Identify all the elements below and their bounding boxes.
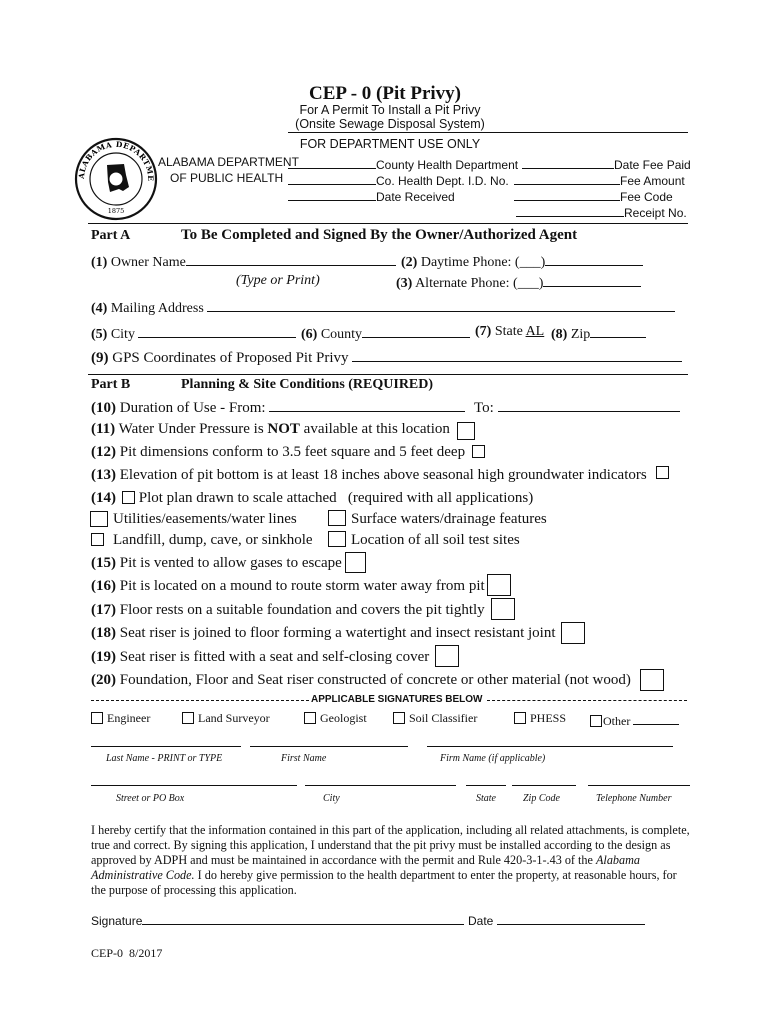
checkbox-14[interactable] [122,491,135,504]
field-health-dept-id[interactable]: Co. Health Dept. I.D. No. [288,171,509,188]
checkbox-landfill[interactable] [91,533,104,546]
part-a-rule [88,223,688,224]
city-field[interactable]: (5) City [91,324,296,343]
item-18: (18) Seat riser is joined to floor forming a watertight and insect resistant joint [91,625,556,641]
role-land-surveyor[interactable]: Land Surveyor [182,711,270,727]
line-city[interactable] [305,785,456,786]
seal-text: ALABAMA DEPARTME [76,139,156,182]
header-rule [288,132,688,133]
checkbox-15[interactable] [345,552,366,573]
line-last-name[interactable] [91,746,241,747]
item-16: (16) Pit is located on a mound to route storm water away from pit [91,578,485,594]
seal-year: 1875 [107,207,125,215]
signatures-banner: APPLICABLE SIGNATURES BELOW [311,694,483,705]
item-17: (17) Floor rests on a suitable foundation and covers the pit tightly [91,602,485,618]
alternate-phone-field[interactable]: (3) Alternate Phone: (___) [396,273,641,292]
label-street: Street or PO Box [116,793,185,804]
checkbox-17[interactable] [491,598,515,620]
role-phess[interactable]: PHESS [514,711,566,727]
line-state[interactable] [466,785,506,786]
item-12: (12) Pit dimensions conform to 3.5 feet square and 5 feet deep [91,444,466,460]
part-a-label: Part A [91,228,131,243]
form-id: CEP-0 8/2017 [91,946,163,960]
checkbox-20[interactable] [640,669,664,691]
role-engineer[interactable]: Engineer [91,711,150,727]
item-14: (14) Plot plan drawn to scale attached (required with all applications) [91,490,534,506]
field-fee-amount[interactable]: Fee Amount [514,171,685,188]
agency-line-2: OF PUBLIC HEALTH [170,171,284,185]
gps-field[interactable]: (9) GPS Coordinates of Proposed Pit Privy [91,348,682,367]
subtitle-2: (Onsite Sewage Disposal System) [295,117,485,131]
label-first-name: First Name [281,753,327,764]
role-other[interactable]: Other [590,711,679,730]
role-geologist[interactable]: Geologist [304,711,367,727]
date-field[interactable]: Date [468,911,645,928]
owner-name-field[interactable]: (1) Owner Name [91,252,396,271]
label-telephone: Telephone Number [596,793,672,804]
duration-from-field[interactable]: (10) Duration of Use - From: [91,398,465,417]
field-county-health-dept[interactable]: County Health Department [288,155,518,172]
label-state: State [476,793,496,804]
part-a-heading: To Be Completed and Signed By the Owner/Authorized Agent [181,227,578,243]
zip-field[interactable]: (8) Zip [551,324,646,343]
option-soil-test-sites: Location of all soil test sites [351,532,520,548]
item-19: (19) Seat riser is fitted with a seat and self-closing cover [91,649,430,665]
item-20: (20) Foundation, Floor and Seat riser constructed of concrete or other material (not wood) [91,672,631,688]
line-first-name[interactable] [250,746,408,747]
banner-rule-left [91,700,309,701]
label-firm-name: Firm Name (if applicable) [440,753,546,764]
field-fee-code[interactable]: Fee Code [514,187,673,204]
checkbox-19[interactable] [435,645,459,667]
subtitle-1: For A Permit To Install a Pit Privy [299,103,481,117]
option-surface-waters: Surface waters/drainage features [351,511,547,527]
county-field[interactable]: (6) County [301,324,470,343]
dept-use-label: FOR DEPARTMENT USE ONLY [299,137,481,151]
line-street[interactable] [91,785,297,786]
label-last-name: Last Name - PRINT or TYPE [106,753,223,764]
item-11: (11) Water Under Pressure is NOT available at this location [91,421,450,437]
checkbox-12[interactable] [472,445,485,458]
banner-rule-right [487,700,687,701]
signature-field[interactable]: Signature [91,911,464,928]
option-utilities: Utilities/easements/water lines [113,511,297,527]
mailing-address-field[interactable]: (4) Mailing Address [91,298,675,317]
checkbox-soil-test-sites[interactable] [328,531,346,547]
checkbox-18[interactable] [561,622,585,644]
field-receipt-no[interactable]: Receipt No. [516,203,687,220]
part-b-rule [88,374,688,375]
role-soil-classifier[interactable]: Soil Classifier [393,711,477,727]
checkbox-surface-waters[interactable] [328,510,346,526]
duration-to-field[interactable]: To: [474,398,680,417]
checkbox-13[interactable] [656,466,669,479]
part-b-label: Part B [91,377,131,392]
label-zip: Zip Code [523,793,560,804]
line-firm-name[interactable] [427,746,673,747]
option-landfill: Landfill, dump, cave, or sinkhole [113,532,313,548]
field-date-fee-paid[interactable]: Date Fee Paid [522,155,691,172]
label-city: City [323,793,340,804]
checkbox-utilities[interactable] [90,511,108,527]
adph-seal [74,137,158,221]
line-telephone[interactable] [588,785,690,786]
agency-line-1: ALABAMA DEPARTMENT [158,155,299,169]
checkbox-16[interactable] [487,574,511,596]
line-zip[interactable] [512,785,576,786]
state-field[interactable]: (7) State AL [475,324,545,339]
certification-text: I hereby certify that the information contained in this part of the application, including all related attachments, is complete, true and correct. By signing this application, I understand that the pit privy must be installed according to the design as approved by ADPH and must be maintained in accordance with the permit and Rule 420-3-1-.43 of the Alabama Administrative Code. I do hereby give permission to the health department to enter the property, at reasonable hours, for the purpose of processing this application. [91,823,690,897]
field-date-received[interactable]: Date Received [288,187,455,204]
checkbox-11[interactable] [457,422,475,440]
daytime-phone-field[interactable]: (2) Daytime Phone: (___) [401,252,643,271]
type-print-hint: (Type or Print) [236,273,320,288]
part-b-heading: Planning & Site Conditions (REQUIRED) [181,377,434,392]
item-13: (13) Elevation of pit bottom is at least 18 inches above seasonal high groundwater indicators [91,467,647,483]
page-title: CEP - 0 (Pit Privy) [309,83,461,104]
item-15: (15) Pit is vented to allow gases to escape [91,555,342,571]
